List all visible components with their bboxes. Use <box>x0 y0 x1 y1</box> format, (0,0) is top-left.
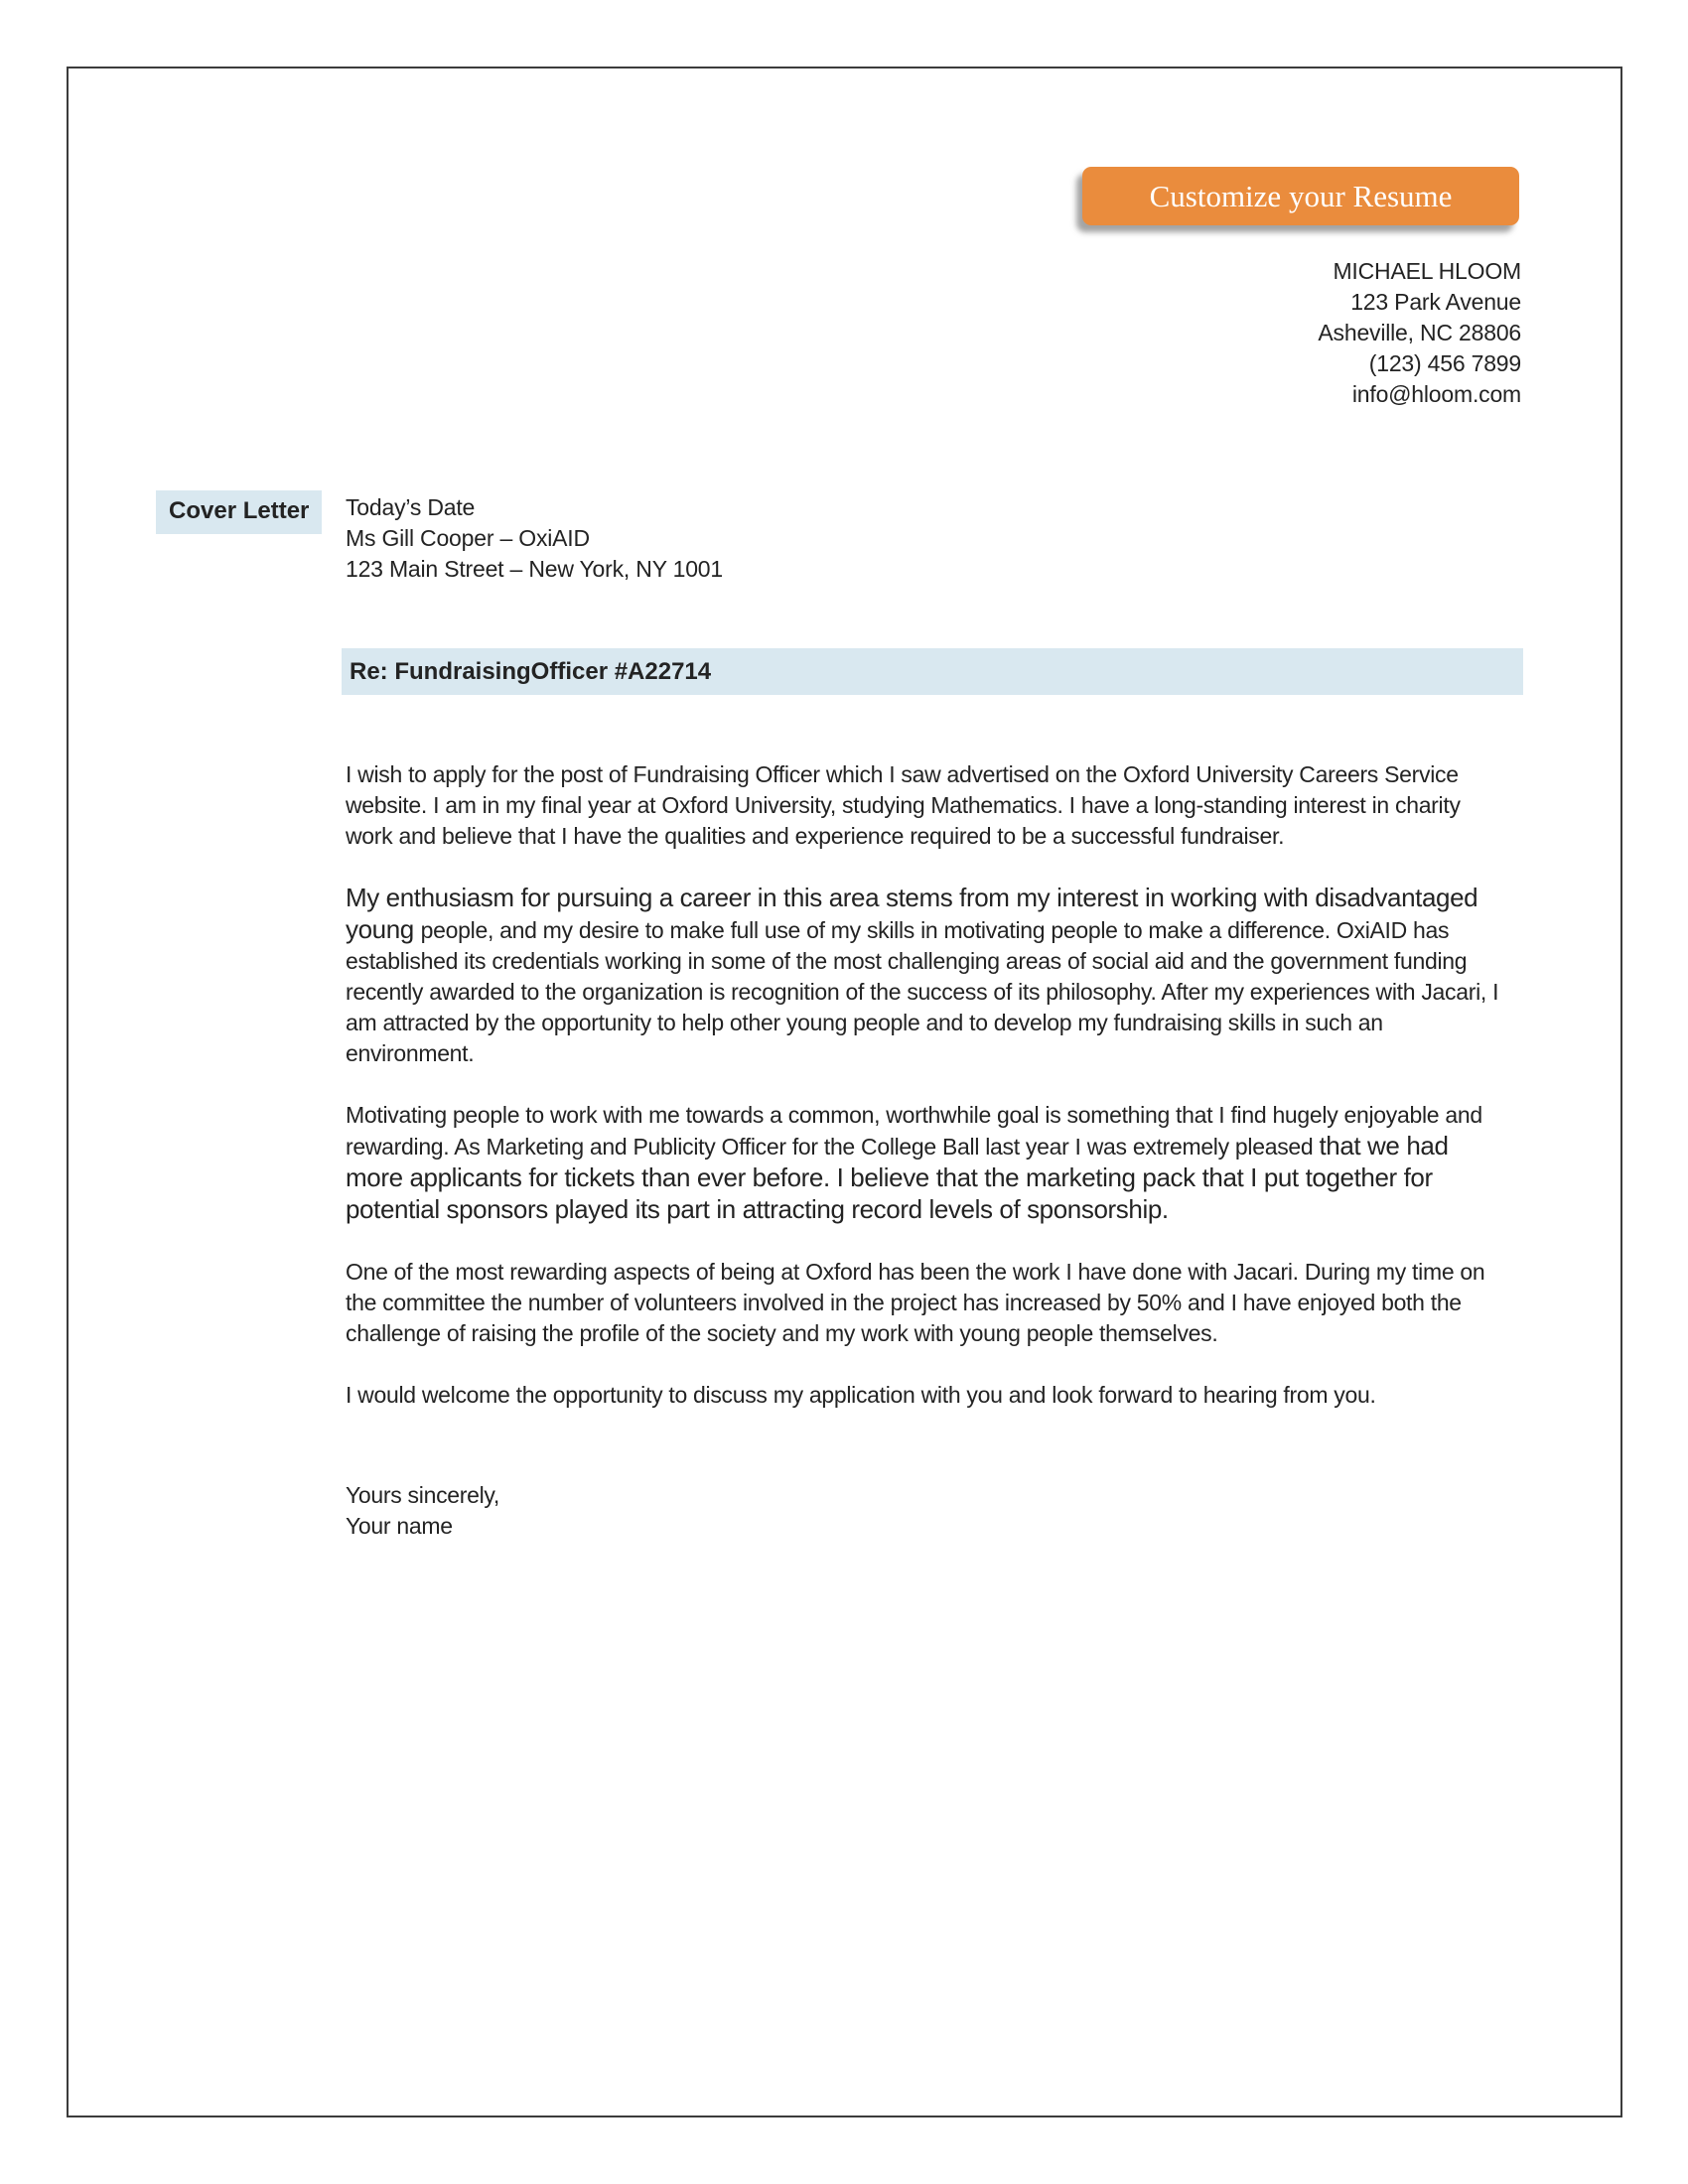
subject-banner: Re: FundraisingOfficer #A22714 <box>342 648 1523 695</box>
customize-resume-button[interactable]: Customize your Resume <box>1082 167 1519 225</box>
paragraph-2-normal-text: people, and my desire to make full use of my skills in motivating people to make a difference. OxiAID has established its credentials working in some of the most challenging areas of social aid and the government funding recently awarded to the organization is recognition of the success of its philosophy. After my experiences with Jacari, I am attracted by the opportunity to help other young people and to develop my fundraising skills in such an environment. <box>346 917 1499 1066</box>
contact-email: info@hloom.com <box>1351 381 1521 407</box>
contact-block <box>1318 256 1521 410</box>
paragraph-3 <box>346 1100 1499 1226</box>
recipient-name: Ms Gill Cooper – OxiAID <box>346 525 590 551</box>
paragraph-3-normal-text: Motivating people to work with me towards a common, worthwhile goal is something that I find hugely enjoyable and rewarding. As Marketing and Publicity Officer for the College Ball last year I was extremely pleased <box>346 1102 1482 1160</box>
paragraph-5: I would welcome the opportunity to discuss my application with you and look forward to hearing from you. <box>346 1382 1376 1408</box>
recipient-block <box>346 492 723 585</box>
closing-salutation: Yours sincerely, <box>346 1482 499 1508</box>
contact-phone: (123) 456 7899 <box>1368 350 1521 376</box>
paragraph-4: One of the most rewarding aspects of being at Oxford has been the work I have done with Jacari. During my time on the committee the number of volunteers involved in the project has increased by 50% and I have enjoyed both the challenge of raising the profile of the society and my work with young people themselves. <box>346 1259 1485 1346</box>
cover-letter-label: Cover Letter <box>156 490 322 534</box>
letter-body <box>346 759 1499 1542</box>
recipient-address: 123 Main Street – New York, NY 1001 <box>346 556 723 582</box>
contact-address-line2: Asheville, NC 28806 <box>1318 320 1521 345</box>
paragraph-2 <box>346 883 1499 1069</box>
paragraph-1: I wish to apply for the post of Fundraising Officer which I saw advertised on the Oxford University Careers Service website. I am in my final year at Oxford University, studying Mathematics. I have a long-standing interest in charity work and believe that I have the qualities and experience required to be a successful fundraiser. <box>346 761 1461 849</box>
contact-name: MICHAEL HLOOM <box>1333 258 1521 284</box>
closing-block <box>346 1480 1499 1542</box>
signature-name: Your name <box>346 1513 453 1539</box>
letter-date: Today’s Date <box>346 494 476 520</box>
paragraph-2-large-text: My enthusiasm for pursuing a career in this area stems from my interest in working with disadvantaged young <box>346 883 1478 944</box>
paragraph-3-large-text: that we had more applicants for tickets than ever before. I believe that the marketing pack that I put together for potential sponsors played its part in attracting record levels of sponsorship. <box>346 1131 1449 1224</box>
contact-address-line1: 123 Park Avenue <box>1350 289 1521 315</box>
